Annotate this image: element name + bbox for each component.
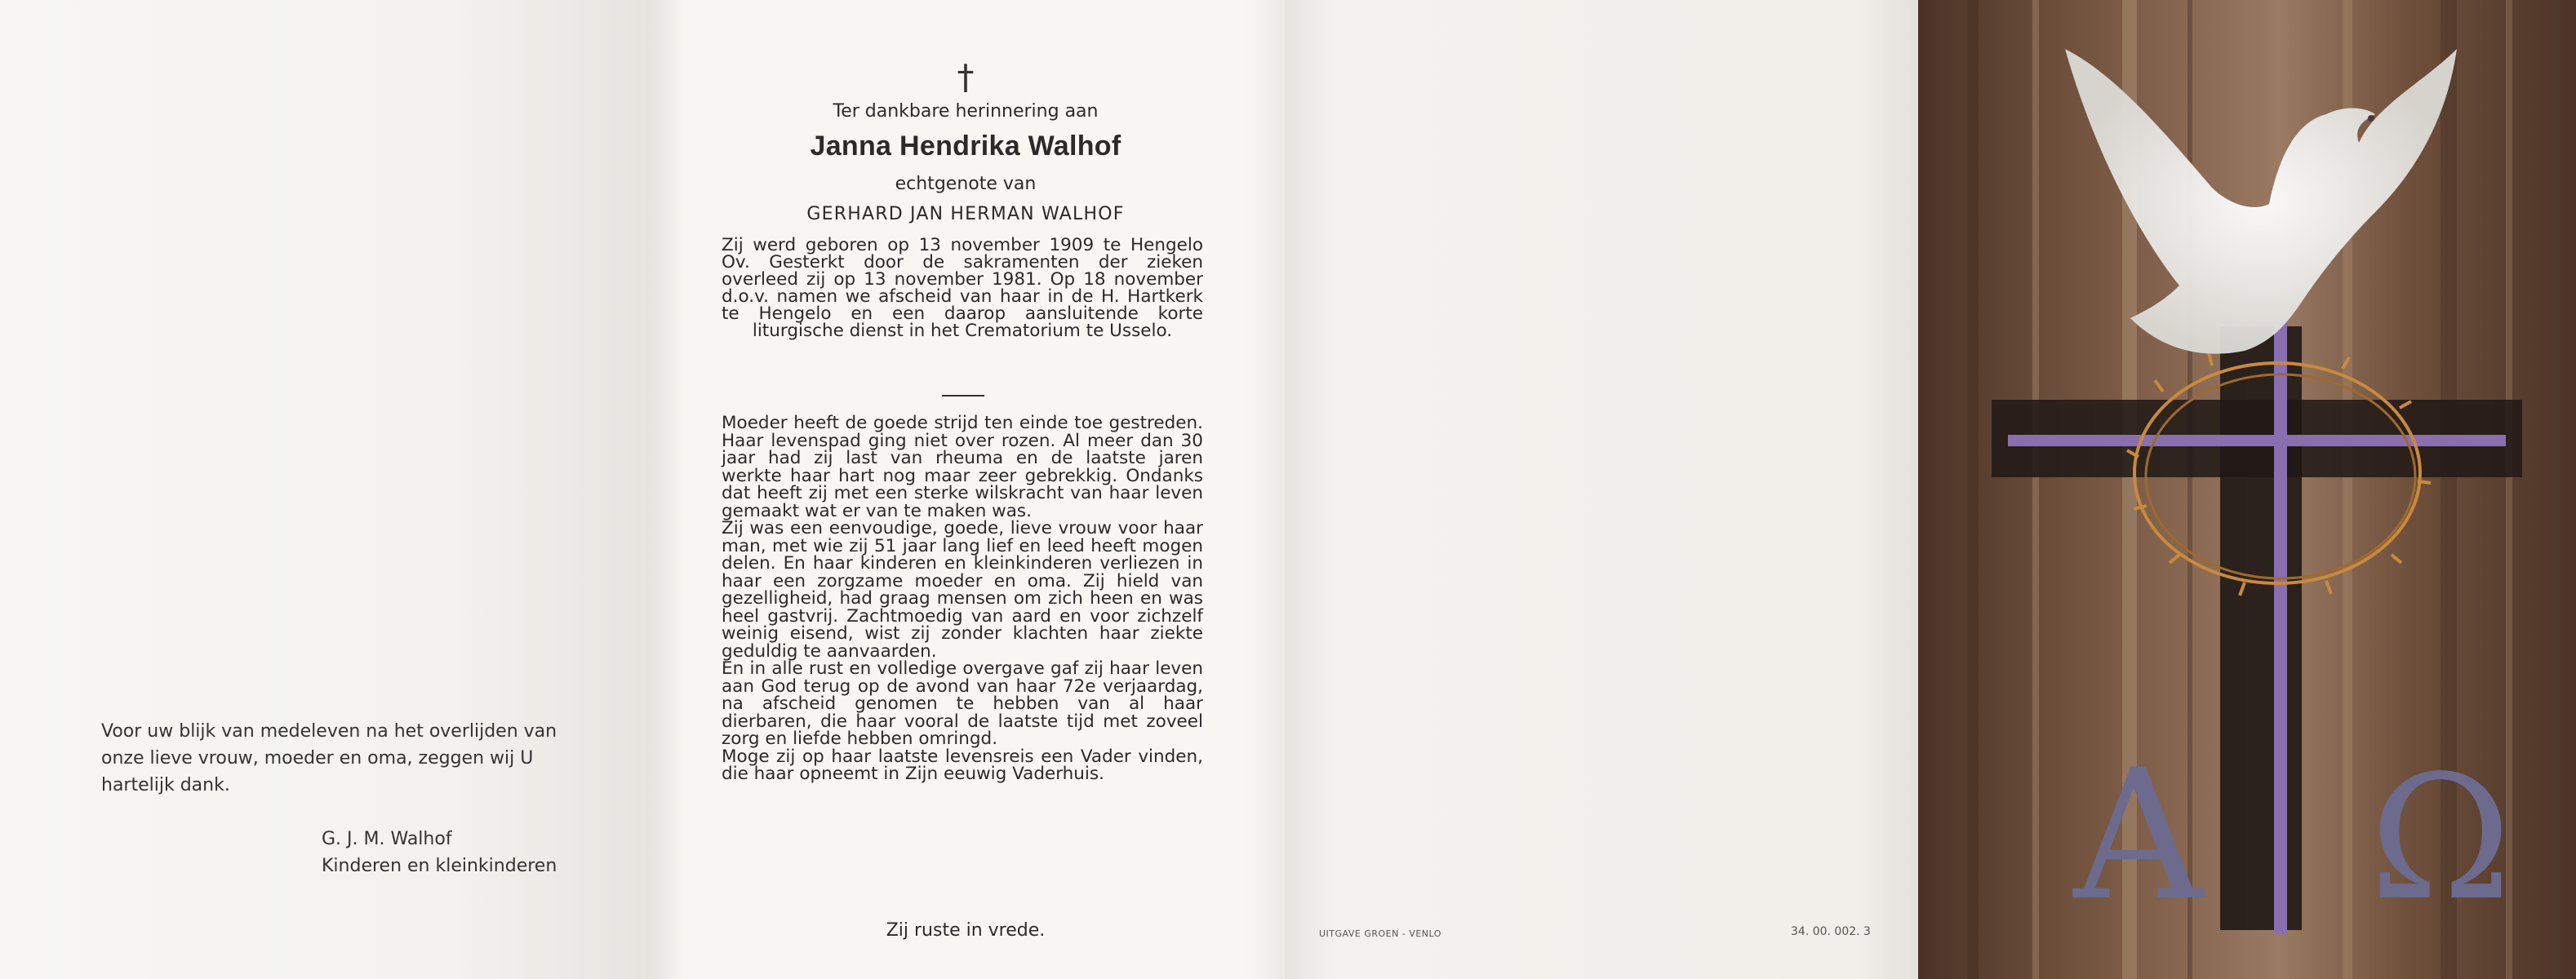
cover-illustration xyxy=(1918,0,2576,979)
signature-block xyxy=(322,826,557,879)
card-code: 34. 00. 002. 3 xyxy=(1791,925,1871,938)
biography: Zij werd geboren op 13 november 1909 te Hengelo Ov. Gesterkt door de sakramenten der zieken overleed zij op 13 november 1981. Op 18 november d.o.v. namen we afscheid van haar in de H. Hartkerk te Hengelo en een daarop aansluitende korte liturgische dienst in het Crematorium te Usselo. xyxy=(722,235,1203,341)
spouse-name: GERHARD JAN HERMAN WALHOF xyxy=(806,204,1125,224)
deceased-name: Janna Hendrika Walhof xyxy=(810,131,1121,162)
alpha-letter: A xyxy=(2073,731,2204,940)
signature-family: Kinderen en kleinkinderen xyxy=(322,856,557,876)
eulogy-paragraph: Moge zij op haar laatste levensreis een Vader vinden, die haar opneemt in Zijn eeuwig Vaderhuis. xyxy=(722,746,1203,784)
back-panel xyxy=(1285,0,1918,979)
eulogy-text xyxy=(722,414,1203,783)
omega-letter: Ω xyxy=(2369,738,2512,938)
publisher-imprint: UITGAVE GROEN - VENLO xyxy=(1319,928,1441,939)
spouse-intro: echtgenote van xyxy=(895,174,1037,194)
memorial-text-panel xyxy=(646,0,1285,979)
eulogy-paragraph: Moeder heeft de goede strijd ten einde toe gestreden. Haar levenspad ging niet over rozen. Al meer dan 30 jaar had zij last van rheuma en de laatste jaren werkte haar hart nog maar zeer gebrekkig. Ondanks dat heeft zij met een sterke wilskracht van haar leven gemaakt wat er van te maken was. xyxy=(722,413,1203,521)
cover-artwork xyxy=(1918,0,2576,979)
signature-name: G. J. M. Walhof xyxy=(322,829,452,849)
thank-you-paragraph: Voor uw blijk van medeleven na het overlijden van onze lieve vrouw, moeder en oma, zeggen wij U hartelijk dank. xyxy=(101,721,557,795)
cross-symbol: † xyxy=(957,57,975,97)
intro-line: Ter dankbare herinnering aan xyxy=(833,101,1099,122)
closing-line: Zij ruste in vrede. xyxy=(886,920,1046,941)
divider-rule xyxy=(942,395,984,396)
thank-you-panel xyxy=(0,0,646,979)
eulogy-paragraph: En in alle rust en volledige overgave gaf zij haar leven aan God terug op de avond van haar 72e verjaardag, na afscheid genomen te hebben van al haar dierbaren, die haar vooral de laatste tijd met zoveel zorg en liefde hebben omringd. xyxy=(722,658,1203,749)
thank-you-text xyxy=(101,718,591,799)
eulogy-paragraph: Zij was een eenvoudige, goede, lieve vrouw voor haar man, met wie zij 51 jaar lang lief en leed heeft mogen delen. En haar kinderen en kleinkinderen verliezen in haar een zorgzame moeder en oma. Zij hield van gezelligheid, had graag mensen om zich heen en was heel gastvrij. Zachtmoedig van aard en voor zichzelf weinig eisend, wist zij zonder klachten haar ziekte geduldig te aanvaarden. xyxy=(722,518,1203,662)
